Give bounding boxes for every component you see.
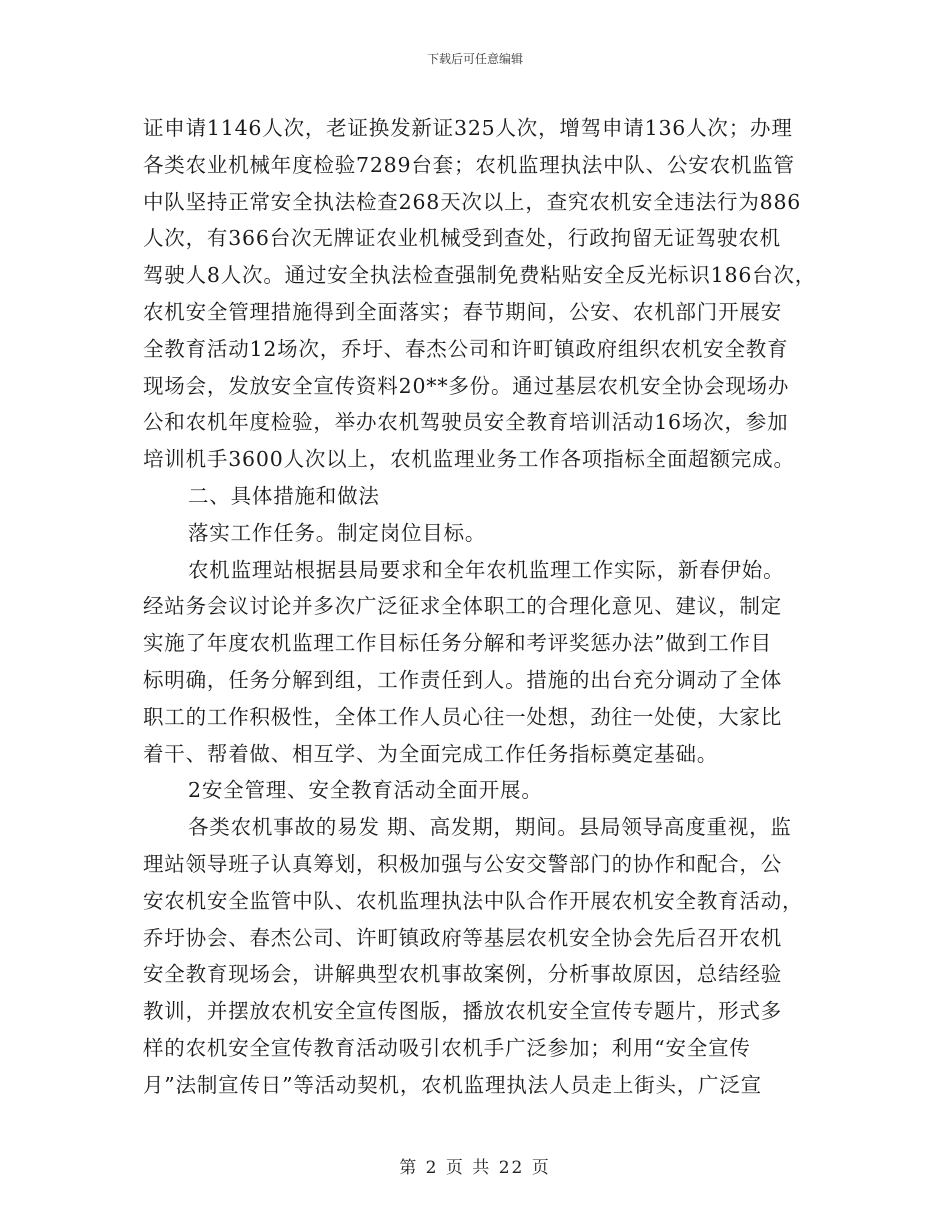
body-text-line: 样的农机安全宣传教育活动吸引农机手广泛参加；利用“安全宣传	[143, 1035, 751, 1060]
body-text-line: 农机安全管理措施得到全面落实；春节期间，公安、农机部门开展安	[143, 299, 782, 324]
body-text-line: 全教育活动12场次，乔圩、春杰公司和许町镇政府组织农机安全教育	[143, 336, 789, 361]
body-text-line: 经站务会议讨论并多次广泛征求全体职工的合理化意见、建议，制定	[143, 594, 782, 619]
body-text-line: 实施了年度农机监理工作目标任务分解和考评奖惩办法”做到工作目	[143, 631, 772, 656]
body-text-line: 乔圩协会、春杰公司、许町镇政府等基层农机安全协会先后召开农机	[143, 925, 782, 950]
body-text-line: 公和农机年度检验，举办农机驾驶员安全教育培训活动16场次，参加	[143, 410, 789, 435]
body-text-line: 职工的工作积极性，全体工作人员心往一处想，劲往一处使，大家比	[143, 704, 782, 729]
body-text-line: 2安全管理、安全教育活动全面开展。	[188, 778, 543, 803]
body-text-line: 理站领导班子认真筹划，积极加强与公安交警部门的协作和配合，公	[143, 851, 782, 876]
page-number-footer: 第 2 页 共 22 页	[399, 1158, 551, 1178]
body-text-line: 安全教育现场会，讲解典型农机事故案例，分析事故原因，总结经验	[143, 962, 782, 987]
body-text-line: 各类农机事故的易发 期、高发期，期间。县局领导高度重视，监	[188, 815, 792, 840]
body-text-line: 二、具体措施和做法	[188, 483, 380, 508]
body-text-line: 月”法制宣传日”等活动契机，农机监理执法人员走上街头，广泛宣	[143, 1072, 762, 1097]
body-text-line: 证申请1146人次，老证换发新证325人次，增驾申请136人次；办理	[143, 116, 793, 140]
document-body	[143, 110, 833, 1104]
body-text-line: 现场会，发放安全宣传资料20**多份。通过基层农机安全协会现场办	[143, 373, 790, 398]
body-text-line: 着干、帮着做、相互学、为全面完成工作任务指标奠定基础。	[143, 741, 719, 766]
page-header-note: 下载后可任意编辑	[426, 52, 523, 66]
body-text-line: 培训机手3600人次以上，农机监理业务工作各项指标全面超额完成。	[143, 447, 795, 472]
body-text-line: 教训，并摆放农机安全宣传图版，播放农机安全宣传专题片，形式多	[143, 999, 782, 1024]
body-text-line: 中队坚持正常安全执法检查268天次以上，查究农机安全违法行为886	[143, 189, 802, 214]
body-text-line: 各类农业机械年度检验7289台套；农机监理执法中队、公安农机监管	[143, 152, 795, 177]
body-text-line: 农机监理站根据县局要求和全年农机监理工作实际，新春伊始。	[188, 557, 785, 582]
body-text-line: 标明确，任务分解到组，工作责任到人。措施的出台充分调动了全体	[143, 667, 782, 692]
body-text-line: 人次，有366台次无牌证农业机械受到查处，行政拘留无证驾驶农机	[143, 226, 781, 251]
body-text-line: 落实工作任务。制定岗位目标。	[188, 520, 487, 545]
body-text-line: 驾驶人8人次。通过安全执法检查强制免费粘贴安全反光标识186台次，	[143, 263, 817, 288]
body-text-line: 安农机安全监管中队、农机监理执法中队合作开展农机安全教育活动，	[143, 888, 804, 913]
